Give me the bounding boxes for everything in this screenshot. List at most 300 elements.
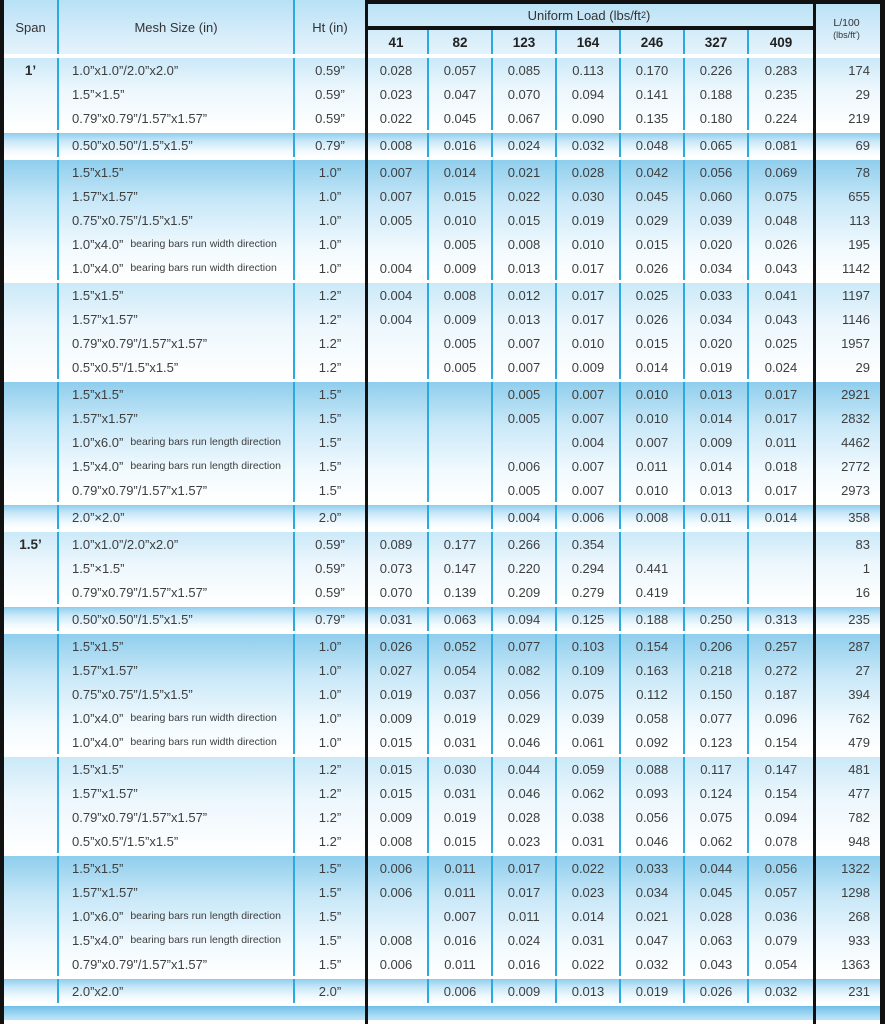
load-value: 0.109 bbox=[557, 658, 621, 682]
height-cell: 0.59” bbox=[315, 584, 345, 600]
load-value: 0.039 bbox=[685, 208, 749, 232]
mesh-cell bbox=[59, 232, 295, 256]
table-row bbox=[4, 880, 880, 904]
mesh-size: 1.57”x1.57” bbox=[72, 884, 138, 900]
l100-value: 2921 bbox=[841, 386, 870, 402]
table-row bbox=[4, 706, 880, 730]
load-value: 0.043 bbox=[685, 952, 749, 976]
load-value: 0.004 bbox=[493, 505, 557, 529]
table-row bbox=[4, 184, 880, 208]
load-value: 0.010 bbox=[621, 406, 685, 430]
load-value: 0.016 bbox=[429, 133, 493, 157]
load-value bbox=[685, 580, 749, 604]
height-cell: 1.2” bbox=[318, 833, 342, 849]
table-row bbox=[4, 979, 880, 1003]
load-value: 0.017 bbox=[557, 283, 621, 307]
l100-value: 83 bbox=[855, 536, 870, 552]
table-row bbox=[4, 106, 880, 130]
mesh-cell bbox=[59, 580, 295, 604]
load-value: 0.015 bbox=[365, 730, 429, 754]
load-column-82: 82 bbox=[429, 30, 493, 54]
mesh-size: 2.0”×2.0” bbox=[72, 509, 125, 525]
load-value: 0.187 bbox=[764, 686, 798, 702]
load-value: 0.015 bbox=[493, 208, 557, 232]
load-value bbox=[365, 505, 429, 529]
height-cell: 0.59” bbox=[315, 110, 345, 126]
load-value: 0.020 bbox=[685, 232, 749, 256]
load-value: 0.026 bbox=[621, 307, 685, 331]
height-cell: 1.5” bbox=[318, 860, 342, 876]
load-value: 0.020 bbox=[685, 331, 749, 355]
height-cell: 1.5” bbox=[318, 482, 342, 498]
span-cell bbox=[4, 856, 59, 880]
load-value: 0.279 bbox=[557, 580, 621, 604]
load-value: 0.043 bbox=[764, 311, 798, 327]
mesh-cell bbox=[59, 331, 295, 355]
load-column-41: 41 bbox=[365, 30, 429, 54]
load-value: 0.065 bbox=[685, 133, 749, 157]
load-value: 0.024 bbox=[493, 928, 557, 952]
l100-value: 29 bbox=[855, 359, 870, 375]
load-value: 0.022 bbox=[493, 184, 557, 208]
load-value: 0.014 bbox=[764, 509, 798, 525]
load-value: 0.009 bbox=[429, 307, 493, 331]
height-cell: 0.79” bbox=[315, 611, 345, 627]
load-value: 0.034 bbox=[621, 880, 685, 904]
height-group bbox=[4, 58, 880, 130]
load-value: 0.069 bbox=[764, 164, 798, 180]
load-value: 0.007 bbox=[365, 184, 429, 208]
mesh-note: bearing bars run length direction bbox=[130, 910, 281, 922]
l100-value: 1197 bbox=[842, 287, 870, 303]
load-value: 0.139 bbox=[429, 580, 493, 604]
table-row bbox=[4, 556, 880, 580]
load-value: 0.031 bbox=[557, 829, 621, 853]
load-value bbox=[429, 382, 493, 406]
table-row bbox=[4, 160, 880, 184]
uniform-load-title-close: ) bbox=[646, 7, 651, 23]
load-value: 0.047 bbox=[429, 82, 493, 106]
load-value: 0.010 bbox=[621, 382, 685, 406]
load-value: 0.034 bbox=[685, 256, 749, 280]
span-cell bbox=[4, 556, 59, 580]
height-cell: 1.5” bbox=[318, 884, 342, 900]
load-value: 0.016 bbox=[493, 952, 557, 976]
load-value: 0.039 bbox=[557, 706, 621, 730]
load-value: 0.007 bbox=[365, 160, 429, 184]
load-value: 0.056 bbox=[621, 805, 685, 829]
height-cell: 1.0” bbox=[318, 188, 342, 204]
load-value: 0.007 bbox=[557, 454, 621, 478]
height-cell: 1.2” bbox=[318, 287, 342, 303]
load-value: 0.011 bbox=[429, 880, 493, 904]
mesh-cell bbox=[59, 829, 295, 853]
load-value: 0.037 bbox=[429, 682, 493, 706]
mesh-note: bearing bars run length direction bbox=[130, 436, 281, 448]
table-row bbox=[4, 532, 880, 556]
load-value: 0.112 bbox=[621, 682, 685, 706]
load-value bbox=[365, 478, 429, 502]
load-value: 0.123 bbox=[685, 730, 749, 754]
load-value: 0.008 bbox=[429, 283, 493, 307]
height-column-header: Ht (in) bbox=[312, 19, 348, 35]
table-row bbox=[4, 307, 880, 331]
load-value: 0.029 bbox=[493, 706, 557, 730]
load-value: 0.017 bbox=[493, 880, 557, 904]
l100-value: 2973 bbox=[841, 482, 870, 498]
span-cell bbox=[4, 634, 59, 658]
l100-value: 479 bbox=[848, 734, 870, 750]
load-value: 0.075 bbox=[685, 805, 749, 829]
height-group bbox=[4, 757, 880, 853]
load-value: 0.250 bbox=[685, 607, 749, 631]
load-value: 0.032 bbox=[557, 133, 621, 157]
load-value: 0.006 bbox=[365, 880, 429, 904]
load-column-327: 327 bbox=[685, 30, 749, 54]
load-value: 0.070 bbox=[493, 82, 557, 106]
load-value: 0.008 bbox=[493, 232, 557, 256]
span-cell bbox=[4, 580, 59, 604]
mesh-size: 1.57”x1.57” bbox=[72, 785, 138, 801]
load-value: 0.009 bbox=[493, 979, 557, 1003]
load-value: 0.015 bbox=[429, 184, 493, 208]
table-row bbox=[4, 904, 880, 928]
mesh-size: 1.5”x1.5” bbox=[72, 761, 124, 777]
load-value: 0.054 bbox=[429, 658, 493, 682]
height-cell: 0.59” bbox=[315, 62, 345, 78]
load-value: 0.006 bbox=[365, 856, 429, 880]
mesh-cell bbox=[59, 430, 295, 454]
load-value bbox=[429, 430, 493, 454]
l100-value: 4462 bbox=[841, 434, 870, 450]
mesh-size: 1.57”x1.57” bbox=[72, 188, 138, 204]
load-value: 0.188 bbox=[685, 82, 749, 106]
mesh-size: 0.5”x0.5”/1.5”x1.5” bbox=[72, 833, 179, 849]
load-value: 0.015 bbox=[365, 781, 429, 805]
height-group bbox=[4, 283, 880, 379]
l100-value: 481 bbox=[848, 761, 870, 777]
load-value: 0.036 bbox=[764, 908, 798, 924]
load-value: 0.011 bbox=[621, 454, 685, 478]
height-group bbox=[4, 607, 880, 631]
load-value: 0.089 bbox=[365, 532, 429, 556]
load-value: 0.180 bbox=[685, 106, 749, 130]
load-value: 0.015 bbox=[365, 757, 429, 781]
span-cell: 1’ bbox=[4, 58, 59, 82]
load-value: 0.019 bbox=[685, 355, 749, 379]
load-value bbox=[429, 478, 493, 502]
height-cell: 1.0” bbox=[318, 662, 342, 678]
load-value: 0.038 bbox=[557, 805, 621, 829]
height-cell: 1.2” bbox=[318, 785, 342, 801]
load-value: 0.154 bbox=[764, 734, 798, 750]
load-value: 0.026 bbox=[764, 236, 798, 252]
height-cell: 1.2” bbox=[318, 809, 342, 825]
load-value: 0.220 bbox=[493, 556, 557, 580]
mesh-size: 1.5”x4.0” bbox=[72, 458, 124, 474]
height-cell: 1.5” bbox=[318, 956, 342, 972]
load-value bbox=[365, 454, 429, 478]
uniform-load-title: Uniform Load (lbs/ft 2 ) bbox=[527, 7, 651, 23]
span-cell bbox=[4, 406, 59, 430]
load-value: 0.124 bbox=[685, 781, 749, 805]
mesh-size: 1.0”x1.0”/2.0”x2.0” bbox=[72, 62, 179, 78]
l100-value: 1957 bbox=[841, 335, 870, 351]
load-value: 0.009 bbox=[429, 256, 493, 280]
height-cell: 1.0” bbox=[318, 734, 342, 750]
load-value: 0.016 bbox=[429, 928, 493, 952]
l100-value: 27 bbox=[855, 662, 870, 678]
height-group bbox=[4, 532, 880, 604]
l100-value: 268 bbox=[848, 908, 870, 924]
load-value: 0.062 bbox=[685, 829, 749, 853]
mesh-size: 1.57”x1.57” bbox=[72, 662, 138, 678]
load-value: 0.077 bbox=[685, 706, 749, 730]
load-value: 0.014 bbox=[621, 355, 685, 379]
span-cell bbox=[4, 307, 59, 331]
load-value: 0.021 bbox=[621, 904, 685, 928]
table-row bbox=[4, 355, 880, 379]
l100-value: 1146 bbox=[842, 311, 870, 327]
span-cell bbox=[4, 355, 59, 379]
load-value: 0.010 bbox=[557, 331, 621, 355]
load-value: 0.013 bbox=[493, 307, 557, 331]
load-value: 0.441 bbox=[621, 556, 685, 580]
mesh-cell bbox=[59, 160, 295, 184]
load-value bbox=[365, 406, 429, 430]
load-value: 0.177 bbox=[429, 532, 493, 556]
load-value: 0.030 bbox=[557, 184, 621, 208]
load-value: 0.032 bbox=[621, 952, 685, 976]
load-column-409: 409 bbox=[769, 34, 793, 50]
load-value: 0.026 bbox=[685, 979, 749, 1003]
height-cell: 2.0” bbox=[318, 509, 342, 525]
load-value: 0.117 bbox=[685, 757, 749, 781]
load-value: 0.013 bbox=[685, 382, 749, 406]
load-value: 0.022 bbox=[365, 106, 429, 130]
mesh-size: 0.50”x0.50”/1.5”x1.5” bbox=[72, 611, 193, 627]
load-value: 0.057 bbox=[429, 58, 493, 82]
load-value: 0.294 bbox=[557, 556, 621, 580]
table-row bbox=[4, 682, 880, 706]
span-cell bbox=[4, 730, 59, 754]
span-cell bbox=[4, 478, 59, 502]
span-cell bbox=[4, 133, 59, 157]
load-value bbox=[429, 406, 493, 430]
mesh-size: 1.5”x4.0” bbox=[72, 932, 124, 948]
mesh-cell bbox=[59, 406, 295, 430]
mesh-cell bbox=[59, 856, 295, 880]
table-header bbox=[4, 0, 880, 54]
load-value: 0.266 bbox=[493, 532, 557, 556]
load-value: 0.028 bbox=[493, 805, 557, 829]
l100-value: 782 bbox=[848, 809, 870, 825]
load-value: 0.075 bbox=[557, 682, 621, 706]
load-value: 0.135 bbox=[621, 106, 685, 130]
table-row bbox=[4, 430, 880, 454]
mesh-size: 1.57”x1.57” bbox=[72, 311, 138, 327]
load-value: 0.094 bbox=[764, 809, 798, 825]
load-value: 0.077 bbox=[493, 634, 557, 658]
height-cell: 1.5” bbox=[318, 932, 342, 948]
load-value: 0.010 bbox=[429, 208, 493, 232]
load-value: 0.012 bbox=[493, 283, 557, 307]
l100-header-line2: (lbs/ft′) bbox=[833, 29, 860, 40]
table-row bbox=[4, 406, 880, 430]
span-cell bbox=[4, 829, 59, 853]
load-value: 0.033 bbox=[685, 283, 749, 307]
l100-header-line1: L/100 bbox=[833, 17, 860, 30]
load-value: 0.006 bbox=[429, 979, 493, 1003]
mesh-size: 0.50”x0.50”/1.5”x1.5” bbox=[72, 137, 193, 153]
mesh-cell bbox=[59, 133, 295, 157]
load-value: 0.007 bbox=[493, 355, 557, 379]
span-cell bbox=[4, 256, 59, 280]
span-cell bbox=[4, 454, 59, 478]
load-value: 0.044 bbox=[493, 757, 557, 781]
height-group bbox=[4, 505, 880, 529]
load-value: 0.008 bbox=[365, 928, 429, 952]
load-value: 0.013 bbox=[685, 478, 749, 502]
table-row bbox=[4, 856, 880, 880]
l100-value: 2832 bbox=[841, 410, 870, 426]
load-value: 0.004 bbox=[365, 307, 429, 331]
load-value: 0.224 bbox=[764, 110, 798, 126]
load-column-246: 246 bbox=[621, 30, 685, 54]
table-row bbox=[4, 805, 880, 829]
mesh-size: 0.5”x0.5”/1.5”x1.5” bbox=[72, 359, 179, 375]
load-value: 0.019 bbox=[365, 682, 429, 706]
load-value: 0.033 bbox=[621, 856, 685, 880]
span-cell bbox=[4, 160, 59, 184]
load-value: 0.079 bbox=[764, 932, 798, 948]
mesh-size: 1.0”x4.0” bbox=[72, 236, 124, 252]
load-value-column-headers bbox=[365, 30, 813, 54]
load-value: 0.052 bbox=[429, 634, 493, 658]
load-value: 0.005 bbox=[365, 208, 429, 232]
load-value: 0.019 bbox=[429, 706, 493, 730]
span-cell bbox=[4, 928, 59, 952]
load-value: 0.078 bbox=[764, 833, 798, 849]
load-value bbox=[365, 430, 429, 454]
mesh-cell bbox=[59, 208, 295, 232]
span-cell bbox=[4, 331, 59, 355]
mesh-note: bearing bars run length direction bbox=[130, 934, 281, 946]
table-row bbox=[4, 505, 880, 529]
height-cell: 1.0” bbox=[318, 236, 342, 252]
load-value: 0.018 bbox=[764, 458, 798, 474]
mesh-cell bbox=[59, 607, 295, 631]
span-cell bbox=[4, 706, 59, 730]
load-value: 0.025 bbox=[764, 335, 798, 351]
load-value: 0.209 bbox=[493, 580, 557, 604]
span-cell bbox=[4, 208, 59, 232]
load-value: 0.019 bbox=[621, 979, 685, 1003]
load-value bbox=[365, 355, 429, 379]
l100-value: 78 bbox=[855, 164, 870, 180]
load-value: 0.032 bbox=[764, 983, 798, 999]
height-cell: 1.5” bbox=[318, 908, 342, 924]
load-value: 0.004 bbox=[365, 256, 429, 280]
load-value: 0.354 bbox=[557, 532, 621, 556]
load-value: 0.063 bbox=[429, 607, 493, 631]
load-value: 0.006 bbox=[493, 454, 557, 478]
mesh-note: bearing bars run width direction bbox=[130, 262, 277, 274]
span-cell bbox=[4, 232, 59, 256]
table-row bbox=[4, 658, 880, 682]
l100-value: 235 bbox=[848, 611, 870, 627]
span-cell bbox=[4, 184, 59, 208]
load-value bbox=[365, 382, 429, 406]
load-value: 0.045 bbox=[621, 184, 685, 208]
load-value: 0.014 bbox=[685, 454, 749, 478]
load-value: 0.034 bbox=[685, 307, 749, 331]
span-cell bbox=[4, 682, 59, 706]
load-value bbox=[365, 331, 429, 355]
table-row bbox=[4, 730, 880, 754]
mesh-cell bbox=[59, 355, 295, 379]
table-row bbox=[4, 256, 880, 280]
load-value: 0.283 bbox=[764, 62, 798, 78]
span-cell bbox=[4, 658, 59, 682]
l100-value: 1142 bbox=[842, 260, 870, 276]
height-cell: 0.79” bbox=[315, 137, 345, 153]
span-cell bbox=[4, 805, 59, 829]
span-column-header: Span bbox=[4, 0, 59, 54]
load-value: 0.047 bbox=[621, 928, 685, 952]
height-cell: 1.5” bbox=[318, 386, 342, 402]
load-value: 0.023 bbox=[493, 829, 557, 853]
load-value: 0.081 bbox=[764, 137, 798, 153]
load-value: 0.218 bbox=[685, 658, 749, 682]
load-value: 0.024 bbox=[493, 133, 557, 157]
load-value: 0.006 bbox=[557, 505, 621, 529]
height-cell: 0.59” bbox=[315, 536, 345, 552]
l100-value: 195 bbox=[848, 236, 870, 252]
l100-value: 69 bbox=[855, 137, 870, 153]
mesh-cell bbox=[59, 58, 295, 82]
table-row bbox=[4, 82, 880, 106]
table-row bbox=[4, 283, 880, 307]
mesh-cell bbox=[59, 478, 295, 502]
load-value: 0.054 bbox=[764, 956, 798, 972]
span-cell bbox=[4, 607, 59, 631]
mesh-cell bbox=[59, 106, 295, 130]
load-value: 0.005 bbox=[429, 331, 493, 355]
load-value bbox=[685, 532, 749, 556]
load-value: 0.026 bbox=[365, 634, 429, 658]
load-value: 0.017 bbox=[557, 256, 621, 280]
height-group bbox=[4, 979, 880, 1003]
load-value: 0.125 bbox=[557, 607, 621, 631]
load-value: 0.007 bbox=[557, 478, 621, 502]
load-value bbox=[365, 979, 429, 1003]
span-cell bbox=[4, 382, 59, 406]
mesh-size: 0.75”x0.75”/1.5”x1.5” bbox=[72, 212, 193, 228]
load-column-164: 164 bbox=[557, 30, 621, 54]
height-cell: 1.2” bbox=[318, 761, 342, 777]
span-cell bbox=[4, 952, 59, 976]
load-value: 0.075 bbox=[764, 188, 798, 204]
span-cell bbox=[4, 757, 59, 781]
load-value: 0.045 bbox=[685, 880, 749, 904]
load-value: 0.031 bbox=[429, 781, 493, 805]
load-value: 0.015 bbox=[621, 331, 685, 355]
load-value: 0.060 bbox=[685, 184, 749, 208]
load-value: 0.063 bbox=[685, 928, 749, 952]
height-cell: 1.0” bbox=[318, 164, 342, 180]
height-cell: 1.0” bbox=[318, 638, 342, 654]
